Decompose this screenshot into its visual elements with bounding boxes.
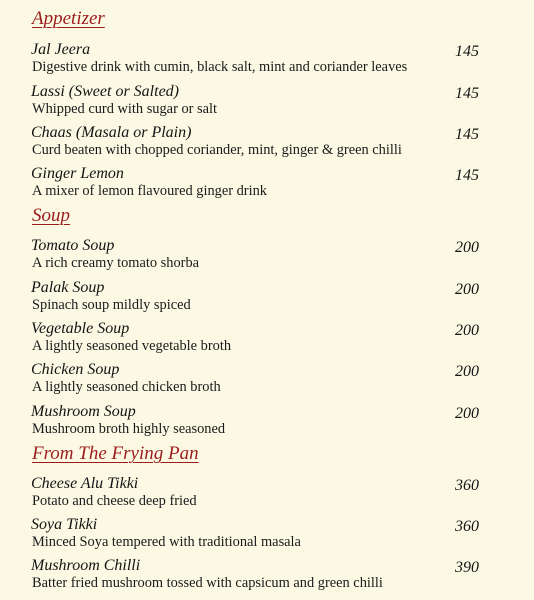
item-price: 200 xyxy=(455,281,479,298)
menu-item xyxy=(31,320,501,360)
item-price: 145 xyxy=(455,167,479,184)
item-name: Soya Tikki xyxy=(31,516,98,533)
item-price: 360 xyxy=(455,477,479,494)
item-price: 200 xyxy=(455,405,479,422)
item-price: 390 xyxy=(455,559,479,576)
item-description: Whipped curd with sugar or salt xyxy=(32,101,218,117)
item-description: A lightly seasoned vegetable broth xyxy=(32,338,232,354)
menu-item xyxy=(31,361,501,401)
item-description: A rich creamy tomato shorba xyxy=(32,255,200,271)
item-name: Ginger Lemon xyxy=(31,165,124,182)
item-price: 200 xyxy=(455,239,479,256)
item-name: Cheese Alu Tikki xyxy=(31,475,139,492)
item-description: Curd beaten with chopped coriander, mint, ginger & green chilli xyxy=(32,142,402,158)
menu-item xyxy=(31,516,501,556)
item-price: 200 xyxy=(455,322,479,339)
item-name: Mushroom Soup xyxy=(31,403,136,420)
item-description: Minced Soya tempered with traditional masala xyxy=(32,534,301,550)
item-description: Mushroom broth highly seasoned xyxy=(32,421,226,437)
menu-item xyxy=(31,83,501,123)
item-description: Potato and cheese deep fried xyxy=(32,493,197,509)
section-title-appetizer: Appetizer xyxy=(32,8,105,29)
item-name: Mushroom Chilli xyxy=(31,557,141,574)
menu-item xyxy=(31,165,501,205)
menu-item xyxy=(31,279,501,319)
item-price: 360 xyxy=(455,518,479,535)
menu-item xyxy=(31,475,501,515)
item-description: Digestive drink with cumin, black salt, mint and coriander leaves xyxy=(32,59,408,75)
item-name: Vegetable Soup xyxy=(31,320,130,337)
item-name: Palak Soup xyxy=(31,279,105,296)
section-title-soup: Soup xyxy=(32,205,70,226)
item-price: 145 xyxy=(455,43,479,60)
item-description: A mixer of lemon flavoured ginger drink xyxy=(32,183,267,199)
item-name: Chaas (Masala or Plain) xyxy=(31,124,192,141)
section-title-frying-pan: From The Frying Pan xyxy=(32,443,199,464)
menu-item xyxy=(31,41,501,81)
item-price: 200 xyxy=(455,363,479,380)
item-price: 145 xyxy=(455,126,479,143)
item-name: Chicken Soup xyxy=(31,361,120,378)
item-name: Jal Jeera xyxy=(31,41,91,58)
menu-item xyxy=(31,557,501,597)
menu-item xyxy=(31,124,501,164)
item-description: A lightly seasoned chicken broth xyxy=(32,379,221,395)
item-price: 145 xyxy=(455,85,479,102)
item-name: Tomato Soup xyxy=(31,237,115,254)
menu-item xyxy=(31,237,501,277)
item-name: Lassi (Sweet or Salted) xyxy=(31,83,179,100)
item-description: Batter fried mushroom tossed with capsicum and green chilli xyxy=(32,575,383,591)
item-description: Spinach soup mildly spiced xyxy=(32,297,191,313)
menu-item xyxy=(31,403,501,443)
